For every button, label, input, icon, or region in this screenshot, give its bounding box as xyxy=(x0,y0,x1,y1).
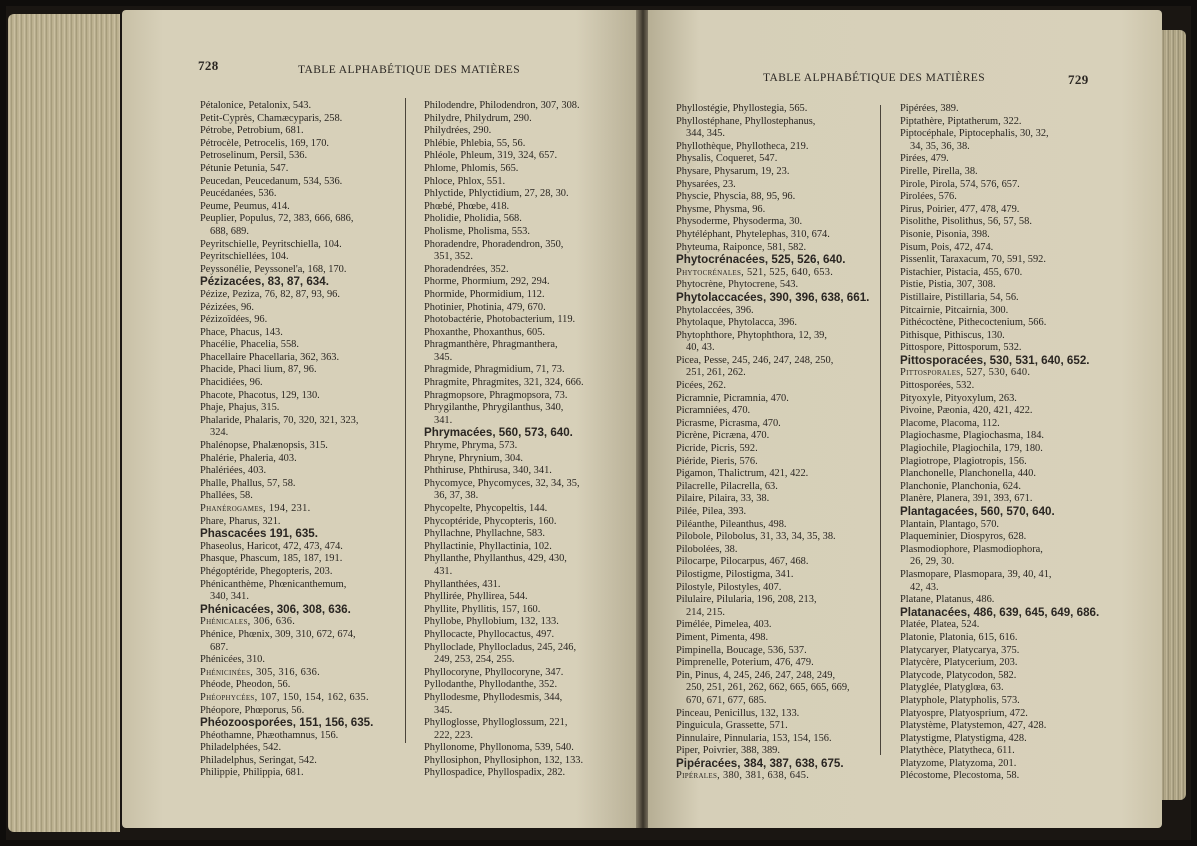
index-entry: Plagiochile, Plagiochila, 179, 180. xyxy=(900,443,1043,455)
index-entry: Peucedan, Peucedanum, 534, 536. xyxy=(200,175,343,187)
index-entry: Phytocrénales, 521, 525, 640, 653. xyxy=(676,266,834,278)
index-entry: Pistie, Pistia, 307, 308. xyxy=(900,279,996,291)
index-entry: Pisolithe, Pisolithus, 56, 57, 58. xyxy=(900,216,1032,228)
index-entry: Phyllirée, Phyllirea, 544. xyxy=(424,591,528,603)
index-entry: Piléanthe, Pileanthus, 498. xyxy=(676,518,787,530)
index-entry: Pétrobe, Petrobium, 681. xyxy=(200,125,304,137)
index-entry: Platyphole, Platypholis, 573. xyxy=(900,694,1020,706)
index-entry: Pilacrelle, Pilacrella, 63. xyxy=(676,480,778,492)
index-entry: Phyllostégie, Phyllostegia, 565. xyxy=(676,103,808,114)
index-entry: Piment, Pimenta, 498. xyxy=(676,631,769,643)
index-entry: Pilobole, Pilobolus, 31, 33, 34, 35, 38. xyxy=(676,531,836,543)
index-entry: Phyllothèque, Phyllotheca, 219. xyxy=(676,140,809,152)
right-column-2 xyxy=(900,103,1112,783)
index-entry: Phéozoosporées, 151, 156, 635. xyxy=(200,716,374,730)
index-entry: Platane, Platanus, 486. xyxy=(900,594,995,606)
index-entry: Philydre, Philydrum, 290. xyxy=(424,112,532,124)
index-entry: Phanérogames, 194, 231. xyxy=(200,503,311,514)
index-entry: Pistillaire, Pistillaria, 54, 56. xyxy=(900,291,1019,303)
index-entry: Pilocarpe, Pilocarpus, 467, 468. xyxy=(676,556,809,568)
index-entry: Platyglée, Platyglœa, 63. xyxy=(900,682,1004,694)
index-entry: Plasmopare, Plasmopara, 39, 40, 41, xyxy=(900,568,1052,580)
index-entry: Physalis, Coqueret, 547. xyxy=(676,153,778,165)
index-entry: Phalle, Phallus, 57, 58. xyxy=(200,477,296,489)
index-entry: Physoderme, Physoderma, 30. xyxy=(676,216,803,228)
index-entry: Phoradendrées, 352. xyxy=(424,263,509,275)
index-entry: Phytolaccées, 396. xyxy=(676,304,754,316)
index-entry: Phyllocacte, Phyllocactus, 497. xyxy=(424,628,555,640)
index-entry: Pisum, Pois, 472, 474. xyxy=(900,241,994,253)
index-entry: Pigamon, Thalictrum, 421, 422. xyxy=(676,468,809,480)
index-entry: Pyllodanthe, Phyllodanthe, 352. xyxy=(424,679,558,691)
index-entry: Peyritschiellées, 104. xyxy=(200,251,289,263)
index-entry: Pézize, Peziza, 76, 82, 87, 93, 96. xyxy=(200,288,340,300)
index-entry: Petit-Cyprès, Chamæcyparis, 258. xyxy=(200,112,343,124)
index-entry: Pirus, Poirier, 477, 478, 479. xyxy=(900,203,1020,215)
index-entry-continuation: 42, 43. xyxy=(910,581,939,593)
index-entry-continuation: 26, 29, 30. xyxy=(910,556,955,568)
index-entry: Phytocrénacées, 525, 526, 640. xyxy=(676,253,846,267)
index-entry-continuation: 34, 35, 36, 38. xyxy=(910,140,970,152)
index-entry: Phéode, Pheodon, 56. xyxy=(200,679,291,691)
index-entry: Physcie, Physcia, 88, 95, 96. xyxy=(676,191,796,203)
index-entry: Pilobolées, 38. xyxy=(676,543,738,555)
index-entry: Pitcairnie, Pitcairnia, 300. xyxy=(900,304,1009,316)
index-entry: Photinier, Photinia, 479, 670. xyxy=(424,301,546,313)
index-entry: Phyteuma, Raiponce, 581, 582. xyxy=(676,241,807,253)
left-page-header: TABLE ALPHABÉTIQUE DES MATIÈRES xyxy=(298,64,520,76)
index-entry: Phénicales, 306, 636. xyxy=(200,616,296,628)
index-entry: Pilulaire, Pilularia, 196, 208, 213, xyxy=(676,594,817,606)
index-entry: Phacélie, Phacelia, 558. xyxy=(200,339,299,351)
index-entry-continuation: 324. xyxy=(210,427,229,439)
index-entry: Phyllanthées, 431. xyxy=(424,578,501,590)
index-entry: Phyllite, Phyllitis, 157, 160. xyxy=(424,603,541,615)
index-entry: Pimpinella, Boucage, 536, 537. xyxy=(676,644,807,656)
index-entry-continuation: 351, 352. xyxy=(434,251,473,263)
index-entry-continuation: 36, 37, 38. xyxy=(434,490,479,502)
page-edges-left xyxy=(8,14,120,832)
index-entry: Phyllostéphane, Phyllostephanus, xyxy=(676,115,816,127)
index-entry: Phyllocoryne, Phyllocoryne, 347. xyxy=(424,666,564,678)
index-entry: Pistachier, Pistacia, 455, 670. xyxy=(900,266,1023,278)
index-entry: Phénicinées, 305, 316, 636. xyxy=(200,666,321,678)
index-entry: Platystigme, Platystigma, 428. xyxy=(900,732,1027,744)
index-entry: Physare, Physarum, 19, 23. xyxy=(676,165,790,177)
index-entry: Phacote, Phacotus, 129, 130. xyxy=(200,389,320,401)
index-entry: Phléole, Phleum, 319, 324, 657. xyxy=(424,150,558,162)
index-entry: Pétalonice, Petalonix, 543. xyxy=(200,100,312,111)
index-entry: Phrygilanthe, Phrygilanthus, 340, xyxy=(424,402,564,414)
index-entry: Pirole, Pirola, 574, 576, 657. xyxy=(900,178,1020,190)
index-entry: Phoradendre, Phoradendron, 350, xyxy=(424,238,564,250)
index-entry: Pétrocèle, Petrocelis, 169, 170. xyxy=(200,137,329,149)
page-edges-right xyxy=(1160,30,1186,800)
index-entry: Phylloglosse, Phylloglossum, 221, xyxy=(424,717,568,729)
index-entry: Phyllospadice, Phyllospadix, 282. xyxy=(424,767,566,779)
index-entry: Phlébie, Phlebia, 55, 56. xyxy=(424,137,526,149)
index-entry: Phytolaccacées, 390, 396, 638, 661. xyxy=(676,290,870,304)
left-page-number: 728 xyxy=(198,58,219,73)
index-entry: Picramniées, 470. xyxy=(676,405,751,417)
index-entry: Peyritschielle, Peyritschiella, 104. xyxy=(200,238,342,250)
index-entry-continuation: 340, 341. xyxy=(210,591,249,603)
index-entry: Phlome, Phlomis, 565. xyxy=(424,162,519,174)
index-entry-continuation: 687. xyxy=(210,641,229,653)
index-entry-continuation: 345. xyxy=(434,351,453,363)
index-entry-continuation: 250, 251, 261, 262, 662, 665, 665, 669, xyxy=(686,682,850,694)
index-entry: Pirelle, Pirella, 38. xyxy=(900,165,978,177)
index-entry: Platycaryer, Platycarya, 375. xyxy=(900,644,1020,656)
index-entry: Planchonelle, Planchonella, 440. xyxy=(900,468,1036,480)
index-entry: Phénicanthème, Phœnicanthemum, xyxy=(200,578,347,590)
right-column-1 xyxy=(676,103,881,783)
index-entry: Plaqueminier, Diospyros, 628. xyxy=(900,531,1027,543)
index-entry: Pissenlit, Taraxacum, 70, 591, 592. xyxy=(900,254,1046,266)
index-entry-continuation: 345. xyxy=(434,704,453,716)
index-entry: Pivoine, Pæonia, 420, 421, 422. xyxy=(900,405,1033,417)
index-entry: Phéopore, Phœporus, 56. xyxy=(200,704,305,716)
index-entry: Picées, 262. xyxy=(676,380,726,392)
index-entry: Picride, Picris, 592. xyxy=(676,443,758,455)
index-entry: Phyllanthe, Phyllanthus, 429, 430, xyxy=(424,553,567,565)
index-entry: Phormide, Phormidium, 112. xyxy=(424,288,545,300)
index-entry: Platythèce, Platytheca, 611. xyxy=(900,745,1015,757)
index-entry-continuation: 688, 689. xyxy=(210,225,249,237)
index-entry: Phlyctide, Phlyctidium, 27, 28, 30. xyxy=(424,188,569,200)
index-entry: Pimprenelle, Poterium, 476, 479. xyxy=(676,657,814,669)
index-entry: Phragmanthère, Phragmanthera, xyxy=(424,339,558,351)
index-entry: Pimélée, Pimelea, 403. xyxy=(676,619,772,631)
index-entry: Physarées, 23. xyxy=(676,178,736,190)
index-entry: Phycoptéride, Phycopteris, 160. xyxy=(424,515,557,527)
index-entry: Philadelphus, Seringat, 542. xyxy=(200,754,317,766)
index-entry-continuation: 249, 253, 254, 255. xyxy=(434,654,515,666)
index-entry: Physme, Physma, 96. xyxy=(676,203,766,215)
index-entry: Phrymacées, 560, 573, 640. xyxy=(424,426,573,440)
index-entry: Phénicacées, 306, 308, 636. xyxy=(200,602,351,616)
index-entry: Phytolaque, Phytolacca, 396. xyxy=(676,317,797,329)
index-entry: Phthiruse, Phthirusa, 340, 341. xyxy=(424,465,552,477)
index-entry-continuation: 40, 43. xyxy=(686,342,715,354)
index-entry: Pirées, 479. xyxy=(900,153,949,165)
index-entry: Pézizoïdées, 96. xyxy=(200,314,268,326)
index-entry: Phytéléphant, Phytelephas, 310, 674. xyxy=(676,228,830,240)
index-entry: Piptathère, Piptatherum, 322. xyxy=(900,115,1022,127)
index-entry: Piéride, Pieris, 576. xyxy=(676,455,758,467)
index-entry: Phégoptéride, Phegopteris, 203. xyxy=(200,565,333,577)
index-entry-continuation: 344, 345. xyxy=(686,128,725,140)
index-entry: Peuplier, Populus, 72, 383, 666, 686, xyxy=(200,213,354,225)
index-entry: Pinceau, Penicillus, 132, 133. xyxy=(676,707,800,719)
index-entry: Phénicées, 310. xyxy=(200,654,265,666)
index-entry: Phyllachne, Phyllachne, 583. xyxy=(424,528,545,540)
index-entry: Phytocrène, Phytocrene, 543. xyxy=(676,279,799,291)
index-entry: Plantagacées, 560, 570, 640. xyxy=(900,505,1055,518)
index-entry: Phyllosiphon, Phyllosiphon, 132, 133. xyxy=(424,754,584,766)
index-entry: Phéophycées, 107, 150, 154, 162, 635. xyxy=(200,691,369,703)
right-page xyxy=(648,10,1162,828)
index-entry: Pittosporées, 532. xyxy=(900,380,975,392)
index-entry: Platystème, Platystemon, 427, 428. xyxy=(900,720,1047,732)
index-entry: Pittosporales, 527, 530, 640. xyxy=(900,367,1031,379)
index-entry: Phalérie, Phaleria, 403. xyxy=(200,452,297,464)
index-entry: Picrène, Picræna, 470. xyxy=(676,430,770,442)
index-entry: Phéothamne, Phæothamnus, 156. xyxy=(200,729,339,741)
index-entry: Platonie, Platonia, 615, 616. xyxy=(900,631,1018,643)
index-entry: Phoxanthe, Phoxanthus, 605. xyxy=(424,326,545,338)
index-entry: Phragmite, Phragmites, 321, 324, 666. xyxy=(424,377,584,389)
index-entry: Phytophthore, Phytophthora, 12, 39, xyxy=(676,329,827,341)
index-entry: Phyllactinie, Phyllactinia, 102. xyxy=(424,540,552,552)
index-entry: Pirolées, 576. xyxy=(900,191,957,203)
index-entry: Platanacées, 486, 639, 645, 649, 686. xyxy=(900,605,1100,619)
column-divider xyxy=(880,105,881,755)
index-entry: Phalériées, 403. xyxy=(200,465,267,477)
column-divider xyxy=(405,98,406,743)
left-column-1 xyxy=(200,100,405,780)
index-entry: Plasmodiophore, Plasmodiophora, xyxy=(900,543,1043,555)
index-entry: Pétunie Petunia, 547. xyxy=(200,162,289,174)
index-entry: Peucédanées, 536. xyxy=(200,188,277,200)
index-entry-continuation: 670, 671, 677, 685. xyxy=(686,694,767,706)
index-entry: Phyllonome, Phyllonoma, 539, 540. xyxy=(424,742,574,754)
index-entry: Philippie, Philippia, 681. xyxy=(200,767,304,779)
index-entry: Pinguicula, Grassette, 571. xyxy=(676,720,788,732)
index-entry: Phascacées 191, 635. xyxy=(200,527,318,541)
index-entry: Pilaire, Pilaira, 33, 38. xyxy=(676,493,770,505)
left-column-2 xyxy=(424,100,634,780)
index-entry: Pilée, Pilea, 393. xyxy=(676,506,747,517)
index-entry: Philydrées, 290. xyxy=(424,125,492,137)
index-entry: Phasque, Phascum, 185, 187, 191. xyxy=(200,553,343,565)
index-entry: Photobactérie, Photobacterium, 119. xyxy=(424,314,576,326)
index-entry: Pityoxyle, Pityoxylum, 263. xyxy=(900,392,1017,404)
index-entry: Pholisme, Pholisma, 553. xyxy=(424,225,530,237)
index-entry: Pin, Pinus, 4, 245, 246, 247, 248, 249, xyxy=(676,669,836,681)
index-entry: Phylloclade, Phyllocladus, 245, 246, xyxy=(424,641,577,653)
index-entry: Picea, Pesse, 245, 246, 247, 248, 250, xyxy=(676,354,834,366)
index-entry-continuation: 251, 261, 262. xyxy=(686,367,746,379)
index-entry: Phacellaire Phacellaria, 362, 363. xyxy=(200,351,340,363)
index-entry: Philodendre, Philodendron, 307, 308. xyxy=(424,100,580,111)
index-entry: Picramnie, Picramnia, 470. xyxy=(676,392,789,404)
index-entry: Phace, Phacus, 143. xyxy=(200,326,283,338)
index-entry: Plagiochasme, Plagiochasma, 184. xyxy=(900,430,1044,442)
index-entry: Phloce, Phlox, 551. xyxy=(424,175,506,187)
index-entry: Phycopelte, Phycopeltis, 144. xyxy=(424,503,548,514)
index-entry: Pilostigme, Pilostigma, 341. xyxy=(676,568,794,580)
index-entry: Pittosporacées, 530, 531, 640, 652. xyxy=(900,353,1090,367)
index-entry: Phaseolus, Haricot, 472, 473, 474. xyxy=(200,540,343,552)
index-entry: Pipérées, 389. xyxy=(900,103,959,114)
index-entry: Phyllodesme, Phyllodesmis, 344, xyxy=(424,691,563,703)
right-page-header: TABLE ALPHABÉTIQUE DES MATIÈRES xyxy=(763,72,985,84)
index-entry: Pithécoctène, Pithecoctenium, 566. xyxy=(900,317,1047,329)
index-entry: Pithisque, Pithiscus, 130. xyxy=(900,329,1005,341)
index-entry: Planère, Planera, 391, 393, 671. xyxy=(900,493,1033,505)
index-entry: Phénice, Phœnix, 309, 310, 672, 674, xyxy=(200,628,356,640)
index-entry: Peyssonélie, Peyssonel'a, 168, 170. xyxy=(200,263,347,275)
index-entry: Platée, Platea, 524. xyxy=(900,619,980,631)
index-entry: Phacide, Phaci lium, 87, 96. xyxy=(200,364,317,376)
index-entry: Phycomyce, Phycomyces, 32, 34, 35, xyxy=(424,477,580,489)
index-entry: Pittospore, Pittosporum, 532. xyxy=(900,342,1022,354)
index-entry: Pipéracées, 384, 387, 638, 675. xyxy=(676,756,844,770)
index-entry: Pézizacées, 83, 87, 634. xyxy=(200,275,329,289)
index-entry: Platycère, Platycerium, 203. xyxy=(900,657,1018,669)
index-entry: Phalaride, Phalaris, 70, 320, 321, 323, xyxy=(200,414,359,426)
index-entry: Piptocéphale, Piptocephalis, 30, 32, xyxy=(900,128,1049,140)
index-entry: Phallées, 58. xyxy=(200,490,253,502)
index-entry: Plagiotrope, Plagiotropis, 156. xyxy=(900,455,1027,467)
index-entry: Phare, Pharus, 321. xyxy=(200,515,281,527)
index-entry: Platyzome, Platyzoma, 201. xyxy=(900,757,1017,769)
index-entry: Pinnulaire, Pinnularia, 153, 154, 156. xyxy=(676,732,832,744)
index-entry-continuation: 222, 223. xyxy=(434,729,473,741)
right-page-number: 729 xyxy=(1068,72,1089,87)
index-entry: Pholidie, Pholidia, 568. xyxy=(424,213,522,225)
index-entry-continuation: 431. xyxy=(434,565,453,577)
index-entry-continuation: 214, 215. xyxy=(686,606,725,618)
index-entry: Picrasme, Picrasma, 470. xyxy=(676,417,781,429)
index-entry-continuation: 341. xyxy=(434,414,453,426)
index-entry: Platyospre, Platyosprium, 472. xyxy=(900,707,1028,719)
index-entry: Phyllobe, Phyllobium, 132, 133. xyxy=(424,616,559,628)
index-entry: Phryme, Phryma, 573. xyxy=(424,440,518,452)
index-entry: Peume, Peumus, 414. xyxy=(200,200,290,212)
index-entry: Pilostyle, Pilostyles, 407. xyxy=(676,581,782,593)
index-entry: Platycode, Platycodon, 582. xyxy=(900,669,1017,681)
index-entry: Phaje, Phajus, 315. xyxy=(200,402,280,414)
index-entry: Phragmide, Phragmidium, 71, 73. xyxy=(424,364,565,376)
index-entry: Planchonie, Planchonia, 624. xyxy=(900,480,1021,492)
index-entry: Phorme, Phormium, 292, 294. xyxy=(424,276,550,288)
index-entry: Phœbé, Phœbe, 418. xyxy=(424,200,510,212)
index-entry: Plécostome, Plecostoma, 58. xyxy=(900,770,1020,782)
left-page xyxy=(122,10,638,828)
index-entry: Phragmopsore, Phragmopsora, 73. xyxy=(424,389,568,401)
index-entry: Pisonie, Pisonia, 398. xyxy=(900,228,990,240)
index-entry: Phalénopse, Phalænopsis, 315. xyxy=(200,440,328,452)
index-entry: Phacidiées, 96. xyxy=(200,377,263,389)
index-entry: Piper, Poivrier, 388, 389. xyxy=(676,745,780,757)
index-entry: Plantain, Plantago, 570. xyxy=(900,518,999,530)
index-entry: Phryne, Phrynium, 304. xyxy=(424,452,524,464)
index-entry: Placome, Placoma, 112. xyxy=(900,417,1000,429)
index-entry: Petroselinum, Persil, 536. xyxy=(200,150,308,162)
index-entry: Philadelphées, 542. xyxy=(200,742,282,754)
index-entry: Pipérales, 380, 381, 638, 645. xyxy=(676,770,810,782)
index-entry: Pézizées, 96. xyxy=(200,301,254,313)
